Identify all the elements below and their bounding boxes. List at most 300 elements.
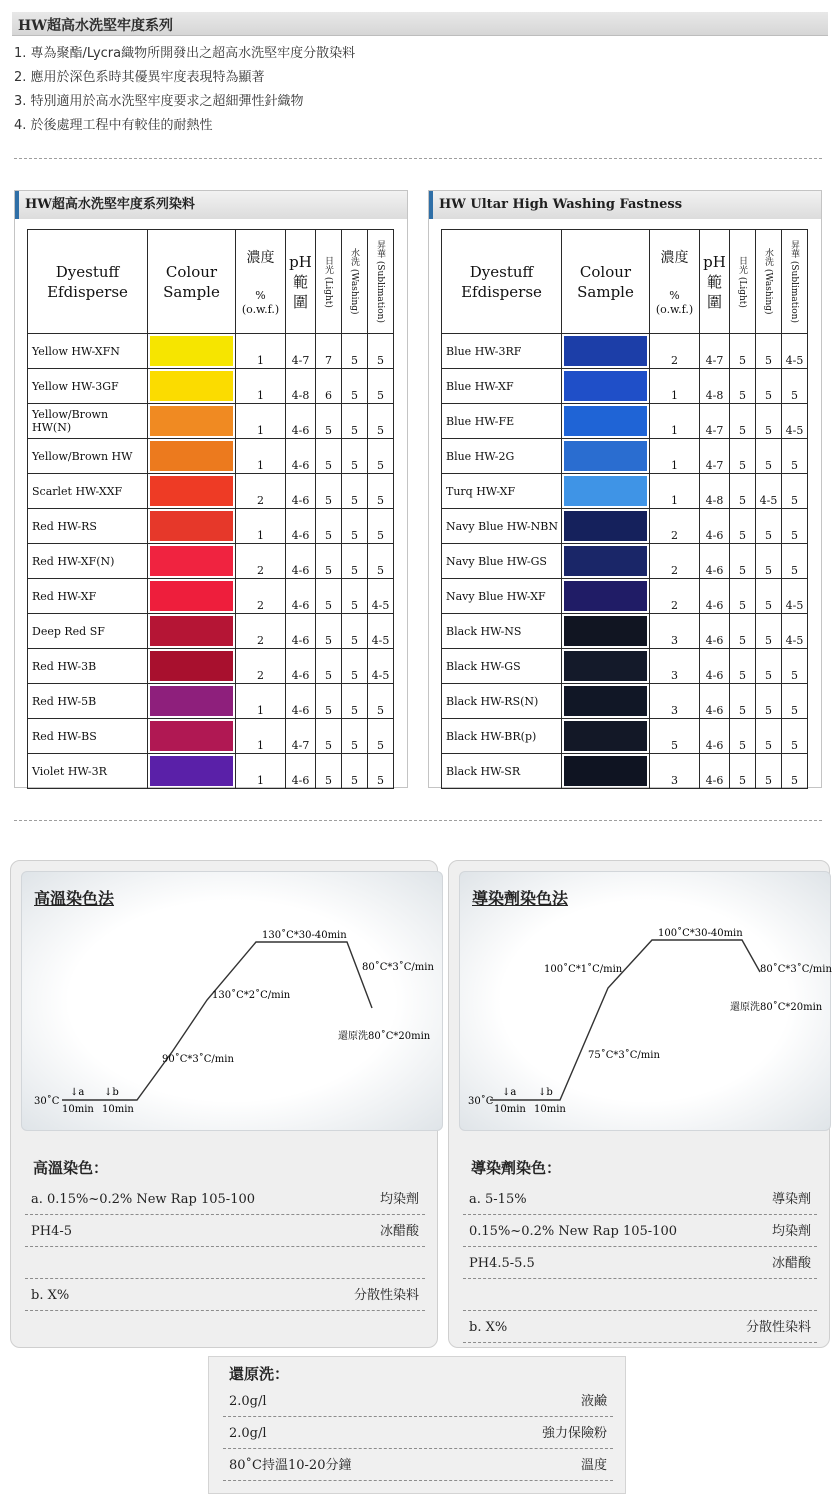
colour-sample-cell bbox=[562, 614, 650, 649]
light-fastness-value: 5 bbox=[316, 579, 342, 614]
washing-fastness-value: 5 bbox=[756, 509, 782, 544]
header-ph-range-label2: 圍 bbox=[706, 292, 722, 311]
dye-name: Red HW-XF(N) bbox=[28, 544, 148, 579]
washing-fastness-value: 5 bbox=[342, 684, 368, 719]
page-title: HW超高水洗堅牢度系列 bbox=[18, 18, 173, 34]
concentration-value: 1 bbox=[236, 719, 286, 754]
table-row bbox=[28, 719, 394, 754]
panel-title: HW超高水洗堅牢度系列染料 bbox=[15, 191, 407, 219]
carrier-process-box bbox=[448, 860, 830, 1348]
recipe-row bbox=[463, 1215, 817, 1247]
ph-value: 4-6 bbox=[286, 439, 316, 474]
concentration-value: 3 bbox=[650, 649, 700, 684]
sublimation-fastness-value: 5 bbox=[368, 369, 394, 404]
header-dyestuff bbox=[28, 230, 148, 334]
colour-swatch bbox=[564, 336, 647, 366]
colour-swatch bbox=[150, 721, 233, 751]
table-row bbox=[442, 439, 808, 474]
dye-name: Blue HW-3RF bbox=[442, 334, 562, 369]
light-fastness-value: 5 bbox=[316, 719, 342, 754]
concentration-value: 2 bbox=[650, 334, 700, 369]
ph-value: 4-6 bbox=[700, 614, 730, 649]
ph-value: 4-6 bbox=[286, 544, 316, 579]
colour-sample-cell bbox=[148, 439, 236, 474]
label-time1: 10min bbox=[494, 1104, 526, 1115]
concentration-value: 1 bbox=[236, 684, 286, 719]
header-colour-label: Colour bbox=[579, 262, 632, 281]
light-fastness-value: 5 bbox=[730, 754, 756, 789]
ph-value: 4-6 bbox=[700, 684, 730, 719]
colour-sample-cell bbox=[148, 579, 236, 614]
colour-sample-cell bbox=[562, 334, 650, 369]
sublimation-fastness-value: 4-5 bbox=[782, 614, 808, 649]
header-efdisperse-label: Efdisperse bbox=[461, 282, 542, 301]
colour-swatch bbox=[150, 406, 233, 436]
header-ph-label: pH bbox=[703, 252, 726, 271]
header-ph-range-label2: 圍 bbox=[292, 292, 308, 311]
label-rate2: 130˚C*2˚C/min bbox=[212, 990, 291, 1001]
label-time2: 10min bbox=[534, 1104, 566, 1115]
colour-swatch bbox=[564, 616, 647, 646]
sublimation-fastness-value: 4-5 bbox=[782, 334, 808, 369]
washing-fastness-value: 5 bbox=[342, 474, 368, 509]
colour-sample-cell bbox=[148, 719, 236, 754]
header-sample-label: Sample bbox=[577, 282, 634, 301]
table-row bbox=[28, 544, 394, 579]
header-light bbox=[730, 230, 756, 334]
table-row bbox=[28, 684, 394, 719]
colour-sample-cell bbox=[148, 334, 236, 369]
table-row bbox=[442, 544, 808, 579]
colour-sample-cell bbox=[562, 754, 650, 789]
header-efdisperse-label: Efdisperse bbox=[47, 282, 128, 301]
washing-fastness-value: 5 bbox=[342, 614, 368, 649]
light-fastness-value: 5 bbox=[730, 544, 756, 579]
high-temp-chart bbox=[21, 871, 443, 1131]
header-conc-label: 濃度 bbox=[660, 249, 689, 266]
label-start: 30˚C bbox=[468, 1096, 494, 1107]
colour-sample-cell bbox=[148, 369, 236, 404]
recipe-row bbox=[463, 1279, 817, 1311]
colour-sample-cell bbox=[562, 404, 650, 439]
table-row bbox=[28, 439, 394, 474]
recipe-item: a. 5-15% bbox=[469, 1192, 527, 1207]
recipe-title: 導染劑染色： bbox=[471, 1159, 562, 1177]
light-fastness-value: 5 bbox=[316, 544, 342, 579]
colour-sample-cell bbox=[148, 544, 236, 579]
header-sublimation-label: 昇華 (Sublimation) bbox=[789, 240, 799, 323]
header-owf: (o.w.f.) bbox=[241, 302, 280, 316]
label-time2: 10min bbox=[102, 1104, 134, 1115]
header-ph-range bbox=[286, 230, 316, 334]
ph-value: 4-6 bbox=[700, 544, 730, 579]
washing-fastness-value: 5 bbox=[756, 334, 782, 369]
table-row bbox=[442, 474, 808, 509]
colour-swatch bbox=[150, 336, 233, 366]
light-fastness-value: 5 bbox=[316, 404, 342, 439]
label-rate2: 100˚C*1˚C/min bbox=[544, 964, 623, 975]
header-light-label: 日光 (Light) bbox=[737, 255, 747, 308]
label-hold: 100˚C*30-40min bbox=[658, 928, 743, 939]
washing-fastness-value: 5 bbox=[342, 369, 368, 404]
left-table-panel bbox=[14, 190, 408, 788]
light-fastness-value: 5 bbox=[730, 719, 756, 754]
ph-value: 4-6 bbox=[700, 649, 730, 684]
intro-item: 3. 特別適用於高水洗堅牢度要求之超細彈性針織物 bbox=[14, 94, 304, 109]
dye-name: Black HW-GS bbox=[442, 649, 562, 684]
light-fastness-value: 5 bbox=[730, 334, 756, 369]
recipe-row bbox=[223, 1385, 613, 1417]
header-light bbox=[316, 230, 342, 334]
intro-list bbox=[14, 42, 355, 138]
colour-sample-cell bbox=[562, 474, 650, 509]
header-washing-label: 水洗 (Washing) bbox=[763, 248, 773, 315]
concentration-value: 1 bbox=[236, 439, 286, 474]
light-fastness-value: 5 bbox=[730, 509, 756, 544]
table-row bbox=[28, 754, 394, 789]
label-rate1: 75˚C*3˚C/min bbox=[588, 1050, 660, 1061]
light-fastness-value: 5 bbox=[730, 404, 756, 439]
header-sublimation bbox=[368, 230, 394, 334]
label-start: 30˚C bbox=[34, 1096, 60, 1107]
divider bbox=[14, 158, 822, 159]
dye-name: Blue HW-XF bbox=[442, 369, 562, 404]
colour-swatch bbox=[564, 651, 647, 681]
colour-swatch bbox=[150, 756, 233, 786]
header-ph-range bbox=[700, 230, 730, 334]
dye-name: Violet HW-3R bbox=[28, 754, 148, 789]
chart-title: 導染劑染色法 bbox=[472, 889, 569, 908]
table-row bbox=[442, 614, 808, 649]
table-row bbox=[28, 334, 394, 369]
temperature-line bbox=[490, 940, 760, 1100]
light-fastness-value: 5 bbox=[730, 439, 756, 474]
dye-name: Black HW-NS bbox=[442, 614, 562, 649]
sublimation-fastness-value: 5 bbox=[782, 544, 808, 579]
label-rate1: 90˚C*3˚C/min bbox=[162, 1054, 234, 1065]
recipe-role: 分散性染料 bbox=[353, 1288, 419, 1303]
light-fastness-value: 5 bbox=[730, 579, 756, 614]
washing-fastness-value: 4-5 bbox=[756, 474, 782, 509]
ph-value: 4-6 bbox=[286, 474, 316, 509]
colour-swatch bbox=[150, 476, 233, 506]
colour-swatch bbox=[564, 581, 647, 611]
light-fastness-value: 6 bbox=[316, 369, 342, 404]
washing-fastness-value: 5 bbox=[342, 579, 368, 614]
table-row bbox=[442, 719, 808, 754]
colour-sample-cell bbox=[148, 509, 236, 544]
washing-fastness-value: 5 bbox=[756, 579, 782, 614]
dye-name: Red HW-3B bbox=[28, 649, 148, 684]
sublimation-fastness-value: 4-5 bbox=[782, 579, 808, 614]
colour-sample-cell bbox=[562, 439, 650, 474]
ph-value: 4-6 bbox=[700, 754, 730, 789]
header-sublimation-label: 昇華 (Sublimation) bbox=[375, 240, 385, 323]
washing-fastness-value: 5 bbox=[342, 754, 368, 789]
dye-name: Blue HW-2G bbox=[442, 439, 562, 474]
washing-fastness-value: 5 bbox=[756, 439, 782, 474]
dye-name: Yellow HW-XFN bbox=[28, 334, 148, 369]
table-body bbox=[28, 334, 394, 789]
recipe-role: 溫度 bbox=[580, 1458, 607, 1473]
table-row bbox=[28, 474, 394, 509]
colour-swatch bbox=[564, 511, 647, 541]
label-a: ↓a bbox=[70, 1087, 85, 1098]
ph-value: 4-6 bbox=[700, 509, 730, 544]
colour-sample-cell bbox=[148, 404, 236, 439]
colour-swatch bbox=[564, 406, 647, 436]
recipe-row bbox=[25, 1279, 425, 1311]
ph-value: 4-7 bbox=[700, 334, 730, 369]
light-fastness-value: 5 bbox=[316, 649, 342, 684]
concentration-value: 2 bbox=[650, 509, 700, 544]
dye-name: Yellow/Brown HW(N) bbox=[28, 404, 148, 439]
recipe-item: b. X% bbox=[31, 1288, 70, 1303]
temperature-profile-chart bbox=[460, 872, 832, 1132]
table-row bbox=[442, 509, 808, 544]
recipe-item: a. 0.15%~0.2% New Rap 105-100 bbox=[31, 1192, 256, 1207]
table-body bbox=[442, 334, 808, 789]
recipe-list bbox=[463, 1183, 817, 1343]
colour-sample-cell bbox=[562, 684, 650, 719]
colour-swatch bbox=[564, 686, 647, 716]
recipe-row bbox=[463, 1247, 817, 1279]
concentration-value: 1 bbox=[236, 369, 286, 404]
sublimation-fastness-value: 5 bbox=[368, 509, 394, 544]
table-row bbox=[442, 579, 808, 614]
ph-value: 4-7 bbox=[700, 404, 730, 439]
dye-name: Deep Red SF bbox=[28, 614, 148, 649]
colour-sample-cell bbox=[148, 684, 236, 719]
light-fastness-value: 5 bbox=[316, 474, 342, 509]
washing-fastness-value: 5 bbox=[342, 404, 368, 439]
table-row bbox=[28, 649, 394, 684]
header-conc-unit: % bbox=[255, 288, 266, 302]
sublimation-fastness-value: 5 bbox=[368, 334, 394, 369]
table-row bbox=[442, 684, 808, 719]
header-washing-label: 水洗 (Washing) bbox=[349, 248, 359, 315]
header-colour-label: Colour bbox=[165, 262, 218, 281]
header-concentration bbox=[236, 230, 286, 334]
ph-value: 4-8 bbox=[700, 474, 730, 509]
colour-swatch bbox=[564, 371, 647, 401]
table-row bbox=[442, 404, 808, 439]
intro-item: 4. 於後處理工程中有較佳的耐熱性 bbox=[14, 118, 213, 133]
ph-value: 4-8 bbox=[286, 369, 316, 404]
dye-name: Black HW-BR(p) bbox=[442, 719, 562, 754]
washing-fastness-value: 5 bbox=[756, 404, 782, 439]
colour-swatch bbox=[564, 721, 647, 751]
recipe-row bbox=[25, 1247, 425, 1279]
recipe-role: 強力保險粉 bbox=[541, 1426, 607, 1441]
washing-fastness-value: 5 bbox=[756, 544, 782, 579]
label-a: ↓a bbox=[502, 1087, 517, 1098]
colour-sample-cell bbox=[562, 509, 650, 544]
dye-name: Navy Blue HW-GS bbox=[442, 544, 562, 579]
recipe-item: b. X% bbox=[469, 1320, 508, 1335]
recipe-item: 2.0g/l bbox=[229, 1426, 267, 1441]
concentration-value: 1 bbox=[236, 334, 286, 369]
sublimation-fastness-value: 5 bbox=[368, 474, 394, 509]
concentration-value: 1 bbox=[236, 509, 286, 544]
recipe-role: 均染劑 bbox=[379, 1192, 419, 1207]
concentration-value: 2 bbox=[650, 544, 700, 579]
header-colour-sample bbox=[562, 230, 650, 334]
colour-sample-cell bbox=[148, 474, 236, 509]
recipe-role: 分散性染料 bbox=[745, 1320, 811, 1335]
ph-value: 4-7 bbox=[700, 439, 730, 474]
sublimation-fastness-value: 4-5 bbox=[368, 579, 394, 614]
sublimation-fastness-value: 5 bbox=[782, 474, 808, 509]
recipe-row bbox=[25, 1183, 425, 1215]
concentration-value: 2 bbox=[236, 544, 286, 579]
dye-name: Yellow/Brown HW bbox=[28, 439, 148, 474]
light-fastness-value: 5 bbox=[316, 754, 342, 789]
reduction-wash-box bbox=[208, 1356, 626, 1494]
sublimation-fastness-value: 5 bbox=[782, 684, 808, 719]
temperature-line bbox=[62, 942, 372, 1100]
concentration-value: 1 bbox=[650, 439, 700, 474]
washing-fastness-value: 5 bbox=[342, 544, 368, 579]
colour-swatch bbox=[150, 616, 233, 646]
sublimation-fastness-value: 5 bbox=[782, 369, 808, 404]
dye-table-left bbox=[27, 229, 394, 789]
recipe-item: 80˚C持溫10-20分鐘 bbox=[229, 1458, 352, 1473]
concentration-value: 2 bbox=[236, 579, 286, 614]
colour-swatch bbox=[150, 511, 233, 541]
recipe-row bbox=[223, 1449, 613, 1481]
recipe-row bbox=[223, 1417, 613, 1449]
dye-name: Turq HW-XF bbox=[442, 474, 562, 509]
light-fastness-value: 5 bbox=[316, 439, 342, 474]
dye-name: Black HW-SR bbox=[442, 754, 562, 789]
sublimation-fastness-value: 5 bbox=[782, 754, 808, 789]
intro-item: 2. 應用於深色系時其優異牢度表現特為顯著 bbox=[14, 70, 265, 85]
light-fastness-value: 5 bbox=[316, 509, 342, 544]
concentration-value: 2 bbox=[650, 579, 700, 614]
colour-sample-cell bbox=[148, 614, 236, 649]
table-row bbox=[28, 404, 394, 439]
intro-item: 1. 專為聚酯/Lycra織物所開發出之超高水洗堅牢度分散染料 bbox=[14, 46, 356, 61]
washing-fastness-value: 5 bbox=[756, 369, 782, 404]
colour-swatch bbox=[150, 686, 233, 716]
colour-swatch bbox=[564, 756, 647, 786]
light-fastness-value: 7 bbox=[316, 334, 342, 369]
table-row bbox=[28, 614, 394, 649]
table-row bbox=[442, 369, 808, 404]
colour-sample-cell bbox=[562, 369, 650, 404]
label-reduce: 還原洗80˚C*20min bbox=[338, 1031, 431, 1042]
sublimation-fastness-value: 5 bbox=[368, 544, 394, 579]
recipe-list bbox=[25, 1183, 425, 1311]
recipe-role: 冰醋酸 bbox=[771, 1256, 811, 1271]
table-row bbox=[28, 369, 394, 404]
recipe-item: PH4-5 bbox=[31, 1224, 73, 1239]
washing-fastness-value: 5 bbox=[756, 649, 782, 684]
header-concentration bbox=[650, 230, 700, 334]
recipe-item: 0.15%~0.2% New Rap 105-100 bbox=[469, 1224, 677, 1239]
concentration-value: 5 bbox=[650, 719, 700, 754]
header-light-label: 日光 (Light) bbox=[323, 255, 333, 308]
sublimation-fastness-value: 5 bbox=[368, 754, 394, 789]
divider bbox=[14, 820, 822, 821]
dye-name: Red HW-XF bbox=[28, 579, 148, 614]
table-header-row bbox=[442, 230, 808, 334]
dye-name: Scarlet HW-XXF bbox=[28, 474, 148, 509]
label-reduce: 還原洗80˚C*20min bbox=[730, 1002, 823, 1013]
header-ph-range-label: 範 bbox=[706, 272, 722, 291]
table-row bbox=[442, 334, 808, 369]
dye-name: Red HW-RS bbox=[28, 509, 148, 544]
dye-name: Navy Blue HW-NBN bbox=[442, 509, 562, 544]
header-dyestuff-label: Dyestuff bbox=[469, 262, 534, 281]
header-owf: (o.w.f.) bbox=[655, 302, 694, 316]
sublimation-fastness-value: 4-5 bbox=[782, 404, 808, 439]
ph-value: 4-6 bbox=[286, 684, 316, 719]
dye-name: Yellow HW-3GF bbox=[28, 369, 148, 404]
light-fastness-value: 5 bbox=[730, 369, 756, 404]
colour-swatch bbox=[564, 546, 647, 576]
colour-swatch bbox=[150, 546, 233, 576]
dye-table-right bbox=[441, 229, 808, 789]
concentration-value: 1 bbox=[236, 404, 286, 439]
colour-sample-cell bbox=[562, 649, 650, 684]
sublimation-fastness-value: 5 bbox=[368, 439, 394, 474]
recipe-role: 導染劑 bbox=[771, 1192, 811, 1207]
colour-sample-cell bbox=[148, 649, 236, 684]
panel-title: HW Ultar High Washing Fastness bbox=[429, 191, 821, 219]
colour-swatch bbox=[150, 371, 233, 401]
washing-fastness-value: 5 bbox=[756, 684, 782, 719]
ph-value: 4-6 bbox=[286, 754, 316, 789]
chart-title: 高溫染色法 bbox=[34, 889, 115, 908]
light-fastness-value: 5 bbox=[730, 474, 756, 509]
carrier-chart bbox=[459, 871, 831, 1131]
concentration-value: 2 bbox=[236, 649, 286, 684]
ph-value: 4-6 bbox=[286, 509, 316, 544]
table-row bbox=[28, 509, 394, 544]
concentration-value: 1 bbox=[650, 404, 700, 439]
recipe-role: 冰醋酸 bbox=[379, 1224, 419, 1239]
header-ph-range-label: 範 bbox=[292, 272, 308, 291]
sublimation-fastness-value: 5 bbox=[368, 684, 394, 719]
dye-name: Black HW-RS(N) bbox=[442, 684, 562, 719]
sublimation-fastness-value: 4-5 bbox=[368, 649, 394, 684]
header-conc-unit: % bbox=[669, 288, 680, 302]
temperature-profile-chart bbox=[22, 872, 444, 1132]
colour-sample-cell bbox=[562, 544, 650, 579]
header-washing bbox=[342, 230, 368, 334]
colour-swatch bbox=[150, 581, 233, 611]
sublimation-fastness-value: 5 bbox=[782, 509, 808, 544]
light-fastness-value: 5 bbox=[730, 614, 756, 649]
ph-value: 4-8 bbox=[700, 369, 730, 404]
washing-fastness-value: 5 bbox=[342, 719, 368, 754]
recipe-title: 高溫染色： bbox=[33, 1159, 109, 1177]
label-cool: 80˚C*3˚C/min bbox=[362, 962, 434, 973]
dye-name: Red HW-5B bbox=[28, 684, 148, 719]
sublimation-fastness-value: 5 bbox=[782, 719, 808, 754]
table-header-row bbox=[28, 230, 394, 334]
ph-value: 4-7 bbox=[286, 334, 316, 369]
recipe-role: 液鹼 bbox=[580, 1394, 607, 1409]
header-dyestuff bbox=[442, 230, 562, 334]
ph-value: 4-6 bbox=[700, 579, 730, 614]
concentration-value: 2 bbox=[236, 614, 286, 649]
ph-value: 4-6 bbox=[700, 719, 730, 754]
concentration-value: 3 bbox=[650, 754, 700, 789]
recipe-row bbox=[463, 1311, 817, 1343]
